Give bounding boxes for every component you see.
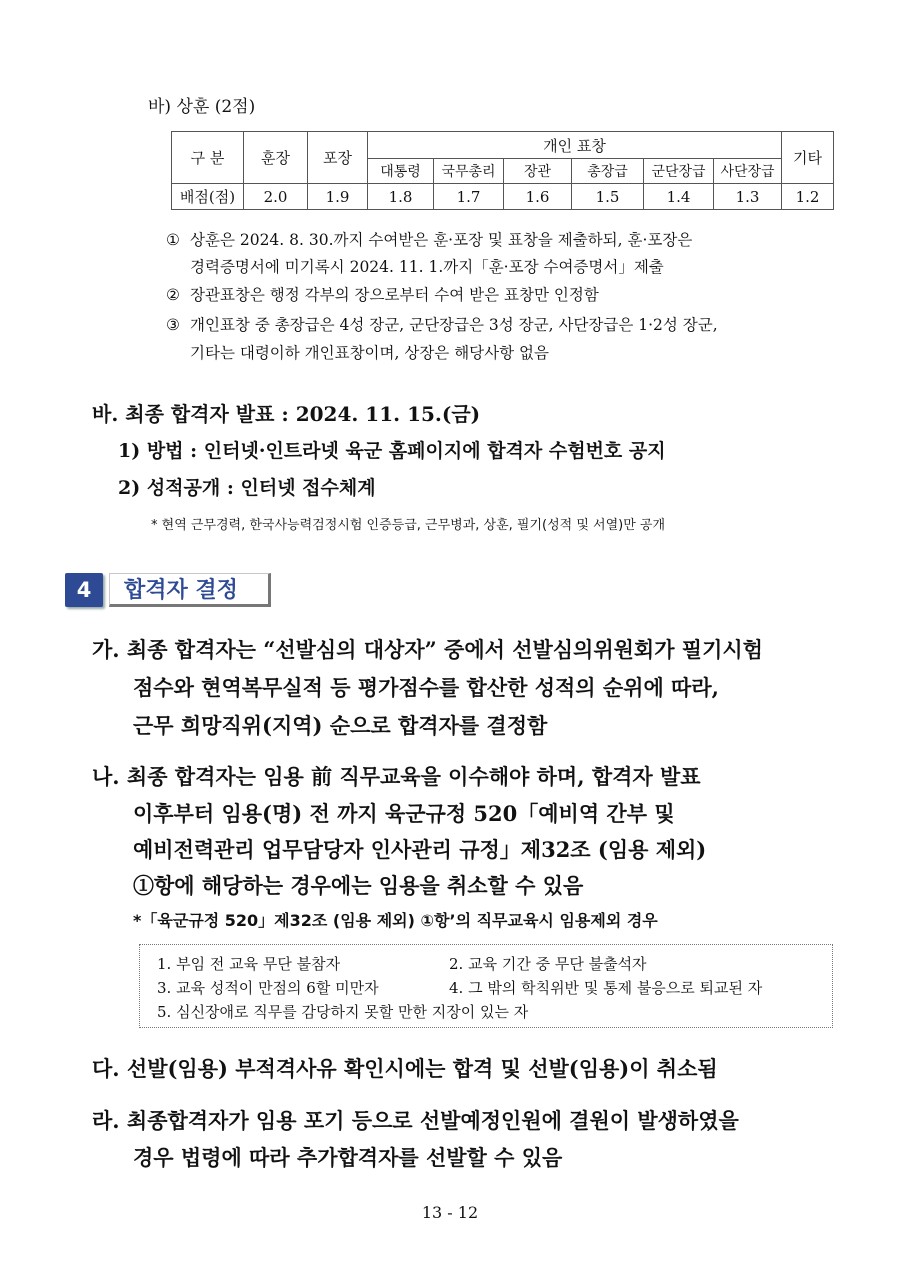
section-title: 합격자 결정 bbox=[109, 573, 271, 607]
para-na-line: ①항에 해당하는 경우에는 임용을 취소할 수 있음 bbox=[133, 873, 584, 898]
table-cell: 1.3 bbox=[714, 184, 782, 210]
awards-heading: 바) 상훈 (2점) bbox=[148, 97, 256, 117]
para-na-line: 나. 최종 합격자는 임용 前 직무교육을 이수해야 하며, 합격자 발표 bbox=[92, 764, 701, 789]
para-na-line: 이후부터 임용(명) 전 까지 육군규정 520「예비역 간부 및 bbox=[133, 801, 675, 826]
sub-col-header: 국무총리 bbox=[434, 159, 504, 184]
para-na-note: *「육군규정 520」제32조 (임용 제외) ①항’의 직무교육시 임용제외 경우 bbox=[133, 911, 658, 930]
note-mark: ① bbox=[166, 231, 180, 249]
list-item: 3. 교육 성적이 만점의 6할 미만자 bbox=[157, 979, 379, 997]
col-header-pojang: 포장 bbox=[308, 132, 368, 184]
announcement-note: * 현역 근무경력, 한국사능력검정시험 인증등급, 근무병과, 상훈, 필기(성적 및 서열)만 공개 bbox=[151, 518, 666, 533]
table-cell: 2.0 bbox=[244, 184, 308, 210]
table-cell: 1.2 bbox=[782, 184, 834, 210]
section-header bbox=[65, 573, 277, 613]
list-item: 4. 그 밖의 학칙위반 및 통제 불응으로 퇴교된 자 bbox=[449, 979, 763, 997]
note-3 bbox=[166, 314, 718, 336]
row-label: 배점(점) bbox=[172, 184, 244, 210]
table-cell: 1.7 bbox=[434, 184, 504, 210]
sub-col-header: 총장급 bbox=[572, 159, 644, 184]
note-3-cont: 기타는 대령이하 개인표창이며, 상장은 해당사항 없음 bbox=[190, 344, 549, 362]
para-ra-line: 라. 최종합격자가 임용 포기 등으로 선발예정인원에 결원이 발생하였을 bbox=[92, 1108, 739, 1133]
exclusion-list bbox=[139, 944, 833, 1028]
col-header-group: 개인 표창 bbox=[368, 132, 782, 159]
list-item: 1. 부임 전 교육 무단 불참자 bbox=[157, 955, 341, 973]
sub-col-header: 장관 bbox=[504, 159, 572, 184]
table-cell: 1.5 bbox=[572, 184, 644, 210]
col-header-hunjang: 훈장 bbox=[244, 132, 308, 184]
note-1-cont: 경력증명서에 미기록시 2024. 11. 1.까지「훈·포장 수여증명서」제출 bbox=[190, 258, 664, 276]
table-cell: 1.8 bbox=[368, 184, 434, 210]
announcement-title: 바. 최종 합격자 발표 : 2024. 11. 15.(금) bbox=[92, 402, 481, 426]
note-mark: ② bbox=[166, 286, 180, 304]
note-mark: ③ bbox=[166, 316, 180, 334]
note-text: 상훈은 2024. 8. 30.까지 수여받은 훈·포장 및 표창을 제출하되, 훈·포장은 bbox=[190, 231, 693, 249]
para-na-line: 예비전력관리 업무담당자 인사관리 규정」제32조 (임용 제외) bbox=[133, 837, 707, 862]
para-da: 다. 선발(임용) 부적격사유 확인시에는 합격 및 선발(임용)이 취소됨 bbox=[92, 1056, 718, 1081]
page-number: 13 - 12 bbox=[421, 1203, 479, 1222]
sub-col-header: 군단장급 bbox=[644, 159, 714, 184]
col-header-other: 기타 bbox=[782, 132, 834, 184]
table-cell: 1.4 bbox=[644, 184, 714, 210]
note-1 bbox=[166, 229, 692, 251]
para-ga-line: 근무 희망직위(지역) 순으로 합격자를 결정함 bbox=[133, 713, 548, 738]
list-item: 5. 심신장애로 직무를 감당하지 못할 만한 지장이 있는 자 bbox=[157, 1003, 529, 1021]
list-item: 2. 교육 기간 중 무단 불출석자 bbox=[449, 955, 647, 973]
para-ra-line: 경우 법령에 따라 추가합격자를 선발할 수 있음 bbox=[133, 1145, 563, 1170]
note-2 bbox=[166, 284, 599, 306]
table-cell: 1.9 bbox=[308, 184, 368, 210]
col-header-gubun: 구 분 bbox=[172, 132, 244, 184]
para-ga-line: 가. 최종 합격자는 “선발심의 대상자” 중에서 선발심의위원회가 필기시험 bbox=[92, 637, 763, 662]
sub-col-header: 대통령 bbox=[368, 159, 434, 184]
announcement-disclosure: 2) 성적공개 : 인터넷 접수체계 bbox=[118, 477, 376, 499]
table-cell: 1.6 bbox=[504, 184, 572, 210]
announcement-method: 1) 방법 : 인터넷·인트라넷 육군 홈페이지에 합격자 수험번호 공지 bbox=[118, 440, 666, 462]
awards-table bbox=[171, 131, 834, 210]
para-ga-line: 점수와 현역복무실적 등 평가점수를 합산한 성적의 순위에 따라, bbox=[133, 675, 719, 700]
note-text: 개인표창 중 총장급은 4성 장군, 군단장급은 3성 장군, 사단장급은 1·2성 장군, bbox=[190, 316, 718, 334]
sub-col-header: 사단장급 bbox=[714, 159, 782, 184]
section-number: 4 bbox=[65, 573, 103, 607]
note-text: 장관표창은 행정 각부의 장으로부터 수여 받은 표창만 인정함 bbox=[190, 286, 599, 304]
